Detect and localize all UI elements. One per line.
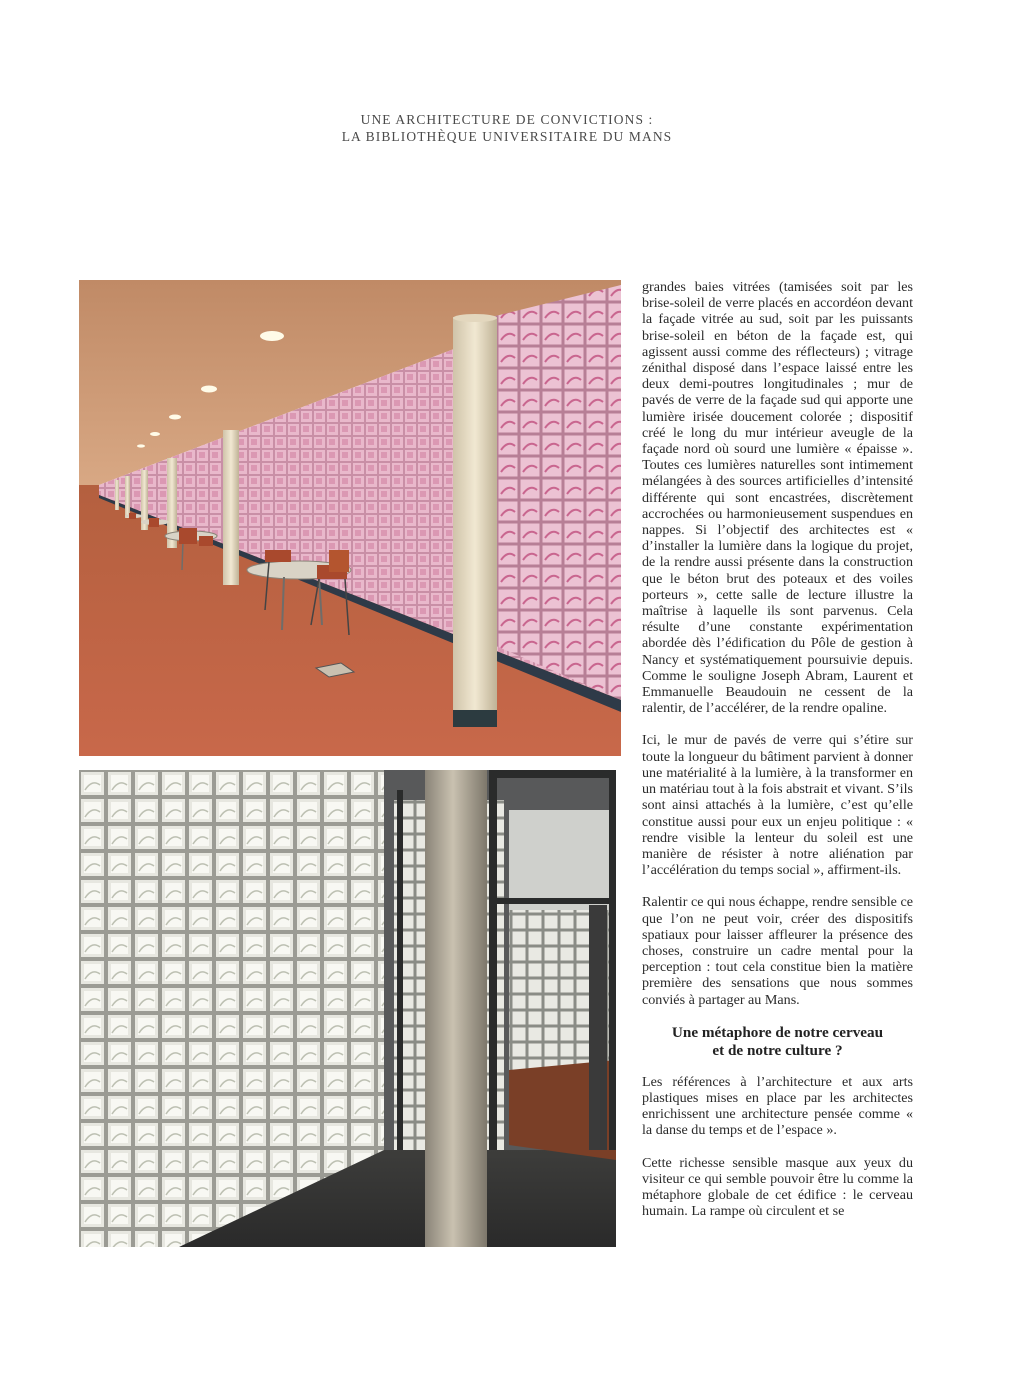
running-header (0, 111, 1014, 145)
article-text-column (642, 279, 913, 1235)
article-paragraph: Ici, le mur de pavés de verre qui s’étire sur toute la longueur du bâtiment parvient à donner une matérialité à la lumière, à la transformer en un matériau tout à la fois abstrait et vivant. S’ils sont ainsi attachés à la lumière, c’est qu’elle constitue aussi pour eux un enjeu politique : « rendre visible la lenteur du soleil est une manière de résister à notre aliénation par l’accélération du temps social », affirment-ils. (642, 732, 913, 879)
running-header-line-1: UNE ARCHITECTURE DE CONVICTIONS : (360, 112, 654, 127)
article-paragraph: Ralentir ce qui nous échappe, rendre sensible ce que l’on ne peut voir, créer des dispositifs spatiaux pour laisser affleurer la présence des choses, construire un cadre mental pour la perception : tout cela constitue bien la matière première des sensations que nous sommes conviés à partager au Mans. (642, 894, 913, 1008)
reading-room-photo (79, 280, 621, 756)
glass-block-wall-photo (79, 770, 616, 1247)
article-paragraph: Les références à l’architecture et aux arts plastiques mises en place par les architectes enrichissent une architecture pensée comme « la danse du temps et de l’espace ». (642, 1073, 913, 1139)
section-subheading-line-1: Une métaphore de notre cerveau (671, 1023, 884, 1041)
section-subheading (642, 1024, 913, 1060)
article-paragraph: Cette richesse sensible masque aux yeux du visiteur ce qui semble pouvoir être lu comme la métaphore globale de cet édifice : le cerveau humain. La rampe où circulent et se (642, 1154, 913, 1220)
running-header-line-2: LA BIBLIOTHÈQUE UNIVERSITAIRE DU MANS (341, 129, 673, 144)
section-subheading-line-2: et de notre culture ? (712, 1041, 843, 1059)
article-paragraph: grandes baies vitrées (tamisées soit par les brise-soleil de verre placés en accordéon devant la façade vitrée au sud, soit par les puissants brise-soleil en béton de la façade est, qui agissent aussi comme des réflecteurs) ; vitrage zénithal disposé dans l’espace laissé entre les deux demi-poutres longitudinales ; mur de pavés de verre de la façade sud qui apporte une lumière irisée doucement colorée ; dispositif créé le long du mur intérieur aveugle de la façade nord où sourd une lumière « épaisse ». Toutes ces lumières naturelles sont intimement mélangées à des sources artificielles d’intensité différente qui sont encastrées, discrètement accrochées ou harmonieusement suspendues en nappes. Si l’objectif des architectes est « d’installer la lumière dans la logique du projet, de la rendre aussi présente dans la construction que le béton brut des poteaux et des voiles porteurs », cette salle de lecture illustre la maîtrise à laquelle ils sont parvenus. Cela résulte d’une constante expérimentation abordée dès l’édification du Pôle de gestion à Nancy et systématiquement poursuivie depuis. Comme le souligne Joseph Abram, Laurent et Emmanuelle Beaudouin ne cessent de la ralentir, de l’accélérer, de la rendre opaline. (642, 279, 913, 717)
